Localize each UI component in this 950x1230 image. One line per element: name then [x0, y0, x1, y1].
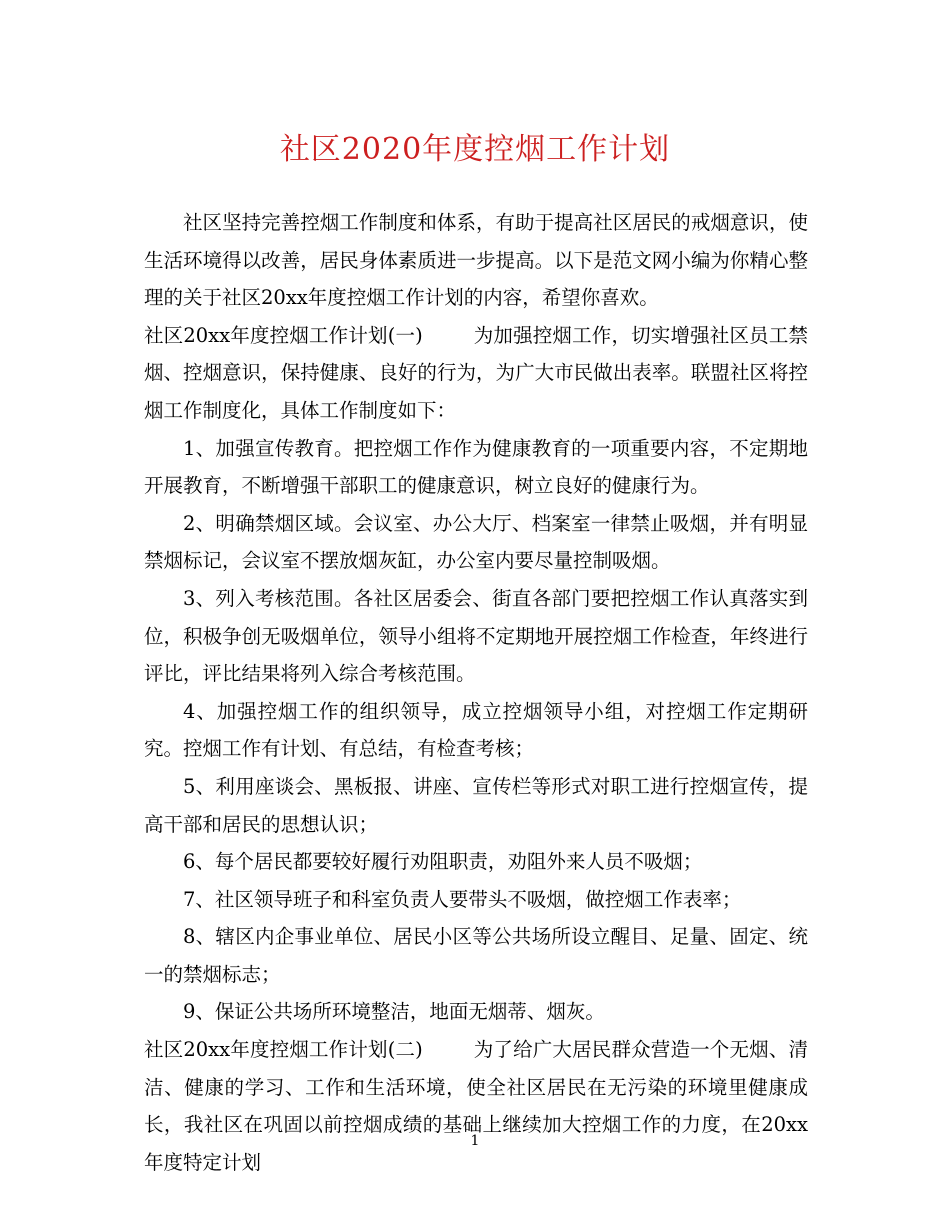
section-2-paragraph [144, 1031, 808, 1181]
list-item: 7、社区领导班子和科室负责人要带头不吸烟，做控烟工作表率； [183, 887, 742, 911]
section-1-intro: 为加强控烟工作，切实增强社区员工禁烟、控烟意识，保持健康、良好的行为，为广大市民做出表率。联盟社区将控烟工作制度化，具体工作制度如下： [144, 323, 808, 422]
list-item: 3、列入考核范围。各社区居委会、街直各部门要把控烟工作认真落实到位，积极争创无吸烟单位，领导小组将不定期地开展控烟工作检查，年终进行评比，评比结果将列入综合考核范围。 [144, 586, 808, 686]
list-item: 6、每个居民都要较好履行劝阻职责，劝阻外来人员不吸烟； [183, 850, 703, 874]
list-item: 4、加强控烟工作的组织领导，成立控烟领导小组，对控烟工作定期研究。控烟工作有计划、有总结，有检查考核； [144, 699, 808, 761]
document-body [144, 204, 808, 1181]
intro-paragraph: 社区坚持完善控烟工作制度和体系，有助于提高社区居民的戒烟意识，使生活环境得以改善，居民身体素质进一步提高。以下是范文网小编为你精心整理的关于社区20xx年度控烟工作计划的内容，希望你喜欢。 [144, 211, 808, 310]
list-item: 5、利用座谈会、黑板报、讲座、宣传栏等形式对职工进行控烟宣传，提高干部和居民的思想认识； [144, 774, 808, 836]
document-title: 社区2020年度控烟工作计划 [279, 132, 671, 167]
list-item: 9、保证公共场所环境整洁，地面无烟蒂、烟灰。 [183, 1000, 605, 1024]
section-1-heading: 社区20xx年度控烟工作计划(一) [144, 323, 423, 347]
section-1-paragraph [144, 317, 808, 430]
list-item: 8、辖区内企事业单位、居民小区等公共场所设立醒目、足量、固定、统一的禁烟标志； [144, 925, 808, 986]
section-2-intro: 为了给广大居民群众营造一个无烟、清洁、健康的学习、工作和生活环境，使全社区居民在无污染的环境里健康成长，我社区在巩固以前控烟成绩的基础上继续加大控烟工作的力度，在20xx年度特定计划 [144, 1038, 808, 1174]
page-number: 1 [470, 1133, 480, 1149]
list-item: 1、加强宣传教育。把控烟工作作为健康教育的一项重要内容，不定期地开展教育，不断增强干部职工的健康意识，树立良好的健康行为。 [144, 436, 808, 498]
list-item: 2、明确禁烟区域。会议室、办公大厅、档案室一律禁止吸烟，并有明显禁烟标记，会议室不摆放烟灰缸，办公室内要尽量控制吸烟。 [144, 511, 808, 573]
section-2-heading: 社区20xx年度控烟工作计划(二) [144, 1038, 423, 1062]
